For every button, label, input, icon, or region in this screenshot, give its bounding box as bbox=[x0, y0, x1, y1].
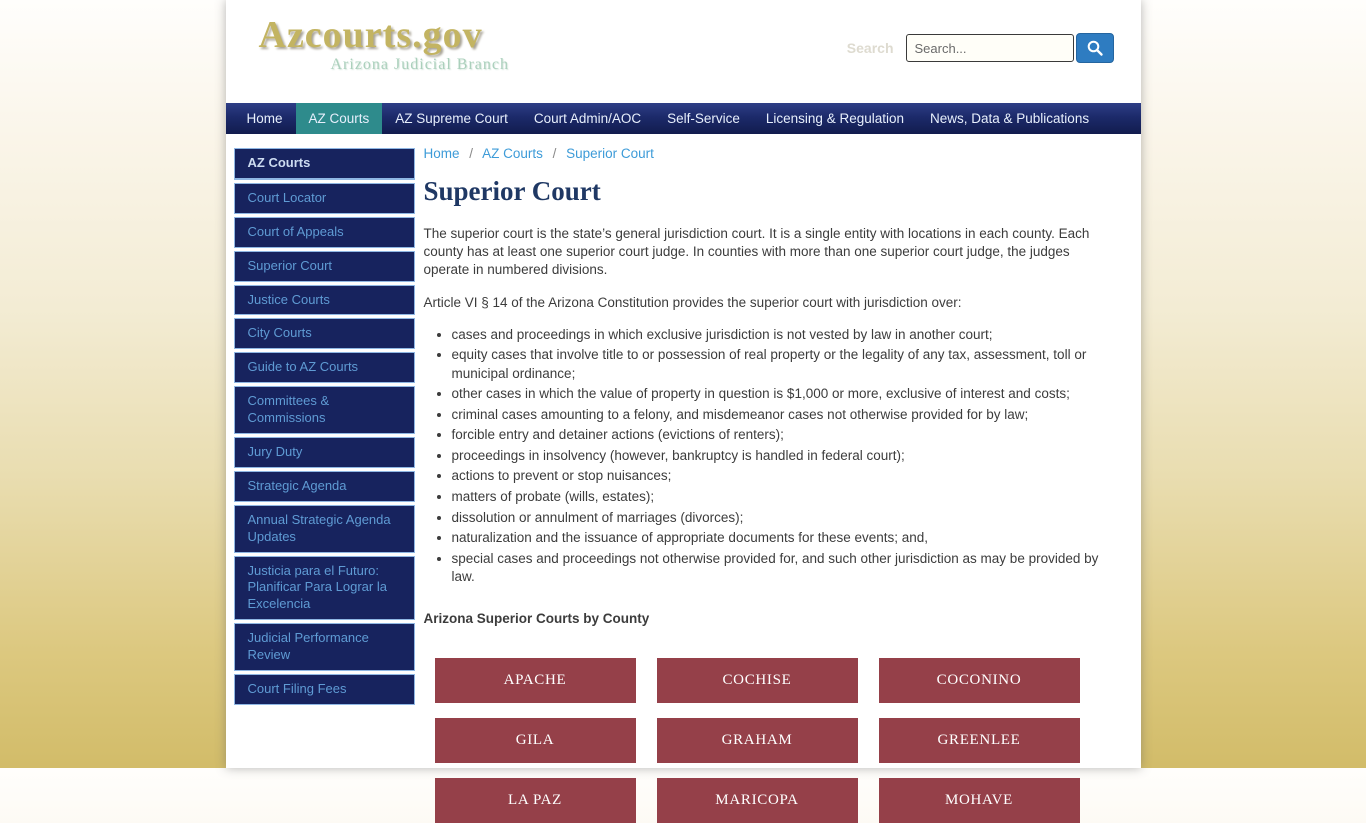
jurisdiction-list-item: • dissolution or annulment of marriages (divorces); bbox=[452, 509, 1116, 527]
jurisdiction-list-item: • equity cases that involve title to or possession of real property or the legality of any tax, assessment, toll or municipal ordinance; bbox=[452, 346, 1116, 382]
jurisdiction-list-item: • cases and proceedings in which exclusive jurisdiction is not vested by law in another court; bbox=[452, 326, 1116, 344]
breadcrumb-separator: / bbox=[469, 146, 474, 161]
sidebar-item[interactable]: Committees & Commissions bbox=[234, 386, 415, 434]
breadcrumb-separator: / bbox=[552, 146, 557, 161]
content-area bbox=[226, 134, 1141, 823]
sidebar-item[interactable]: City Courts bbox=[234, 318, 415, 349]
county-button[interactable]: MARICOPA bbox=[657, 778, 858, 823]
search-input[interactable] bbox=[906, 34, 1074, 62]
nav-item[interactable]: Home bbox=[246, 111, 283, 126]
jurisdiction-list-item: • proceedings in insolvency (however, bankruptcy is handled in federal court); bbox=[452, 447, 1116, 465]
jurisdiction-list-item: • criminal cases amounting to a felony, and misdemeanor cases not otherwise provided for by law; bbox=[452, 406, 1116, 424]
logo-subtitle: Arizona Judicial Branch bbox=[330, 56, 509, 73]
sidebar-nav bbox=[234, 148, 415, 708]
sidebar-item[interactable]: Guide to AZ Courts bbox=[234, 352, 415, 383]
breadcrumb-home-link[interactable]: Home bbox=[423, 146, 460, 161]
site-header bbox=[226, 0, 1141, 103]
county-button[interactable]: LA PAZ bbox=[435, 778, 636, 823]
county-button[interactable]: GRAHAM bbox=[657, 718, 858, 763]
breadcrumb-current-link[interactable]: Superior Court bbox=[566, 146, 654, 161]
jurisdiction-lead-paragraph: Article VI § 14 of the Arizona Constitution provides the superior court with jurisdiction over: bbox=[423, 294, 962, 310]
main-column bbox=[424, 134, 1116, 823]
sidebar-item[interactable]: Justice Courts bbox=[234, 285, 415, 316]
search-area bbox=[847, 33, 1114, 63]
jurisdiction-list-item: • matters of probate (wills, estates); bbox=[452, 488, 1116, 506]
nav-item[interactable]: AZ Supreme Court bbox=[395, 111, 508, 126]
site-logo[interactable] bbox=[259, 16, 510, 74]
sidebar-item[interactable]: Jury Duty bbox=[234, 437, 415, 468]
county-button[interactable]: GREENLEE bbox=[879, 718, 1080, 763]
sidebar-item[interactable]: Superior Court bbox=[234, 251, 415, 282]
nav-item[interactable]: Court Admin/AOC bbox=[533, 111, 642, 126]
page-title: Superior Court bbox=[423, 176, 601, 206]
sidebar-item[interactable]: Court Filing Fees bbox=[234, 674, 415, 705]
county-button[interactable]: COCONINO bbox=[879, 658, 1080, 703]
nav-item[interactable]: Self-Service bbox=[667, 111, 740, 126]
sidebar-item[interactable]: Annual Strategic Agenda Updates bbox=[234, 505, 415, 553]
sidebar-item[interactable]: AZ Courts bbox=[234, 148, 415, 180]
site-container bbox=[226, 0, 1141, 809]
logo-wordmark[interactable]: Azcourts.gov bbox=[258, 14, 483, 56]
jurisdiction-list-item: • naturalization and the issuance of appropriate documents for these events; and, bbox=[452, 529, 1116, 547]
county-button[interactable]: GILA bbox=[435, 718, 636, 763]
breadcrumb bbox=[424, 146, 1116, 161]
counties-heading: Arizona Superior Courts by County bbox=[423, 610, 650, 626]
sidebar-item[interactable]: Court Locator bbox=[234, 183, 415, 214]
intro-paragraph: The superior court is the state’s general jurisdiction court. It is a single entity with locations in each county. Each county has at least one superior court judge. In counties with more than one superior court judge, the judges operate in numbered divisions. bbox=[423, 226, 1090, 278]
main-nav bbox=[226, 103, 1141, 134]
breadcrumb-azcourts-link[interactable]: AZ Courts bbox=[482, 146, 543, 161]
sidebar-item[interactable]: Court of Appeals bbox=[234, 217, 415, 248]
sidebar-item[interactable]: Strategic Agenda bbox=[234, 471, 415, 502]
county-button[interactable]: COCHISE bbox=[657, 658, 858, 703]
county-button[interactable]: MOHAVE bbox=[879, 778, 1080, 823]
jurisdiction-list-item: • actions to prevent or stop nuisances; bbox=[452, 467, 1116, 485]
county-button[interactable]: APACHE bbox=[435, 658, 636, 703]
search-ghost-label: Search bbox=[846, 40, 894, 56]
sidebar-item[interactable]: Justicia para el Futuro: Planificar Para Lograr la Excelencia bbox=[234, 556, 415, 621]
jurisdiction-list-item: • other cases in which the value of property in question is $1,000 or more, exclusive of interest and costs; bbox=[452, 385, 1116, 403]
search-icon bbox=[1086, 39, 1104, 57]
sidebar-item[interactable]: Judicial Performance Review bbox=[234, 623, 415, 671]
nav-item[interactable]: Licensing & Regulation bbox=[765, 111, 904, 126]
nav-item[interactable]: AZ Courts bbox=[296, 103, 383, 134]
search-button[interactable] bbox=[1076, 33, 1114, 63]
nav-item[interactable]: News, Data & Publications bbox=[930, 111, 1090, 126]
jurisdiction-list-item: • special cases and proceedings not otherwise provided for, and such other jurisdiction as may be provided by law. bbox=[452, 550, 1116, 586]
jurisdiction-list bbox=[424, 326, 1116, 586]
county-grid bbox=[435, 658, 1116, 823]
jurisdiction-list-item: • forcible entry and detainer actions (evictions of renters); bbox=[452, 426, 1116, 444]
